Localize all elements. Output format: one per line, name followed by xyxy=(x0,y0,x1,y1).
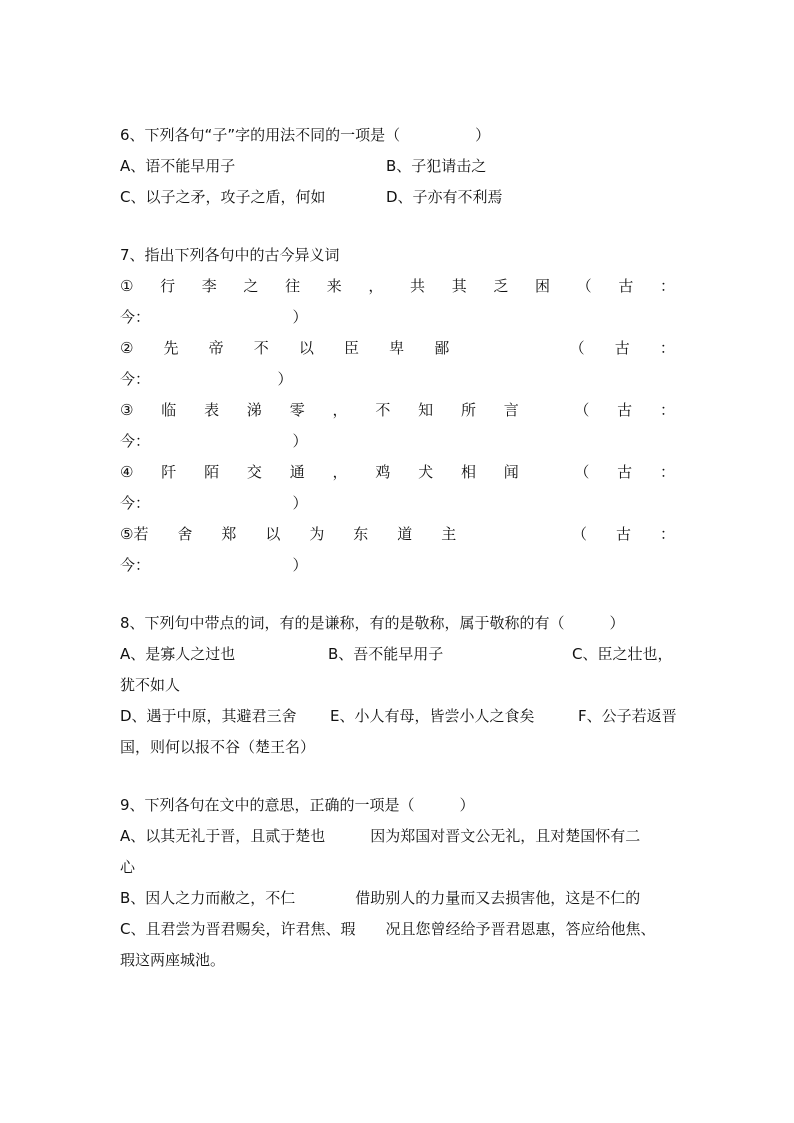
item-char: 古 xyxy=(618,277,634,295)
option-d: D、遇于中原，其避君三舍 xyxy=(120,707,297,725)
item-tail: 今： ） xyxy=(120,432,308,450)
item-char: 东 xyxy=(353,525,369,543)
item-char: 鄙 xyxy=(434,339,450,357)
option-c-continuation: 瑕这两座城池。 xyxy=(120,951,226,969)
option-c-continuation: 犹不如人 xyxy=(120,676,181,694)
item-char: ， xyxy=(332,463,348,481)
item-char: 臣 xyxy=(343,339,359,357)
item-char: ③ xyxy=(120,401,134,419)
item-char: 舍 xyxy=(177,525,193,543)
item-char: ： xyxy=(659,339,675,357)
option-a-continuation: 心 xyxy=(120,858,136,876)
item-char: 行 xyxy=(160,277,176,295)
option-a: A、语不能早用子 xyxy=(120,157,236,175)
item-char: 为 xyxy=(309,525,325,543)
question-stem: 6、下列各句“子”字的用法不同的一项是（ ） xyxy=(120,126,491,144)
item-char: 李 xyxy=(201,277,217,295)
item-char: 以 xyxy=(298,339,314,357)
option-c: C、臣之壮也， xyxy=(572,645,673,663)
item-char: ⑤若 xyxy=(120,525,149,543)
item-char: （ xyxy=(569,339,585,357)
item-char: 闻 xyxy=(503,463,519,481)
item-char: 共 xyxy=(410,277,426,295)
item-char: （ xyxy=(572,525,588,543)
item-char: 其 xyxy=(451,277,467,295)
item-char: 先 xyxy=(163,339,179,357)
option-b: B、子犯请击之 xyxy=(386,157,487,175)
item-row xyxy=(120,271,675,302)
item-char: 主 xyxy=(441,525,457,543)
question-9 xyxy=(120,790,680,976)
item-row xyxy=(120,333,675,364)
item-char: 古 xyxy=(617,401,633,419)
question-7 xyxy=(120,240,680,581)
item-char: （ xyxy=(576,277,592,295)
options-row xyxy=(120,701,680,732)
item-char: 知 xyxy=(418,401,434,419)
item-tail: 今： ） xyxy=(120,370,293,388)
item-char: 卑 xyxy=(389,339,405,357)
item-char: 古 xyxy=(614,339,630,357)
item-char: （ xyxy=(574,401,590,419)
item-tail: 今： ） xyxy=(120,556,308,574)
option-e: E、小人有母，皆尝小人之食矣 xyxy=(330,707,535,725)
options-row xyxy=(120,182,680,213)
exam-page xyxy=(120,120,680,997)
item-char: 表 xyxy=(204,401,220,419)
item-char: 言 xyxy=(503,401,519,419)
question-6 xyxy=(120,120,680,213)
option-a: A、是寡人之过也 xyxy=(120,645,236,663)
item-tail: 今： ） xyxy=(120,308,308,326)
option-a: A、以其无礼于晋，且贰于楚也 因为郑国对晋文公无礼，且对楚国怀有二 xyxy=(120,827,641,845)
item-tail: 今： ） xyxy=(120,494,308,512)
item-char: 阡 xyxy=(161,463,177,481)
item-char: 涕 xyxy=(246,401,262,419)
item-char: ， xyxy=(332,401,348,419)
option-c: C、以子之矛，攻子之盾，何如 xyxy=(120,188,326,206)
item-char: 困 xyxy=(535,277,551,295)
item-char: （ xyxy=(574,463,590,481)
option-f-continuation: 国，则何以报不谷（楚王名） xyxy=(120,738,316,756)
item-char: 犬 xyxy=(418,463,434,481)
item-char: 通 xyxy=(289,463,305,481)
item-row xyxy=(120,395,675,426)
item-char: ④ xyxy=(120,463,134,481)
item-char: ： xyxy=(659,277,675,295)
item-row xyxy=(120,457,675,488)
item-char: ： xyxy=(659,525,675,543)
question-8 xyxy=(120,608,680,763)
item-char: ② xyxy=(120,339,134,357)
item-char: 所 xyxy=(460,401,476,419)
item-row xyxy=(120,519,675,550)
question-stem: 7、指出下列各句中的古今异义词 xyxy=(120,246,340,264)
options-row xyxy=(120,151,680,182)
item-char: 零 xyxy=(289,401,305,419)
item-char: 陌 xyxy=(204,463,220,481)
item-char: 来 xyxy=(326,277,342,295)
item-char: 郑 xyxy=(221,525,237,543)
item-char: 道 xyxy=(397,525,413,543)
question-stem: 8、下列句中带点的词，有的是谦称，有的是敬称，属于敬称的有（ ） xyxy=(120,614,625,632)
item-char: ： xyxy=(659,463,675,481)
item-char: 乏 xyxy=(493,277,509,295)
item-char: 以 xyxy=(265,525,281,543)
item-char: 临 xyxy=(161,401,177,419)
option-b: B、吾不能早用子 xyxy=(328,645,444,663)
question-stem: 9、下列各句在文中的意思，正确的一项是（ ） xyxy=(120,796,475,814)
item-char: 鸡 xyxy=(375,463,391,481)
item-char: 帝 xyxy=(208,339,224,357)
item-char: 交 xyxy=(246,463,262,481)
item-char: 古 xyxy=(617,463,633,481)
item-char: ： xyxy=(659,401,675,419)
item-char: 古 xyxy=(616,525,632,543)
option-d: D、子亦有不利焉 xyxy=(386,188,503,206)
item-char: 相 xyxy=(460,463,476,481)
item-char: 之 xyxy=(243,277,259,295)
option-b: B、因人之力而敝之，不仁 借助别人的力量而又去损害他，这是不仁的 xyxy=(120,889,641,907)
options-row xyxy=(120,639,680,670)
item-char: 往 xyxy=(285,277,301,295)
item-char: ， xyxy=(368,277,384,295)
option-c: C、且君尝为晋君赐矣，许君焦、瑕 况且您曾经给予晋君恩惠，答应给他焦、 xyxy=(120,920,656,938)
item-char: 不 xyxy=(253,339,269,357)
item-char: ① xyxy=(120,277,134,295)
option-f: F、公子若返晋 xyxy=(578,707,677,725)
item-char: 不 xyxy=(375,401,391,419)
